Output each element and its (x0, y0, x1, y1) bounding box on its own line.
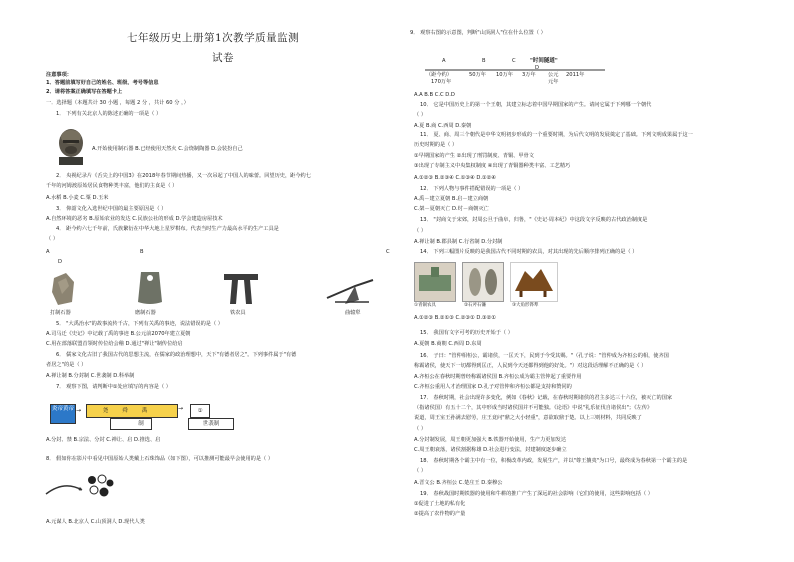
beijing-man-bust-image (56, 124, 86, 166)
timeline-letter-d: D (535, 65, 539, 71)
question-11: 11． 夏、商、周三个朝代是中华文明初步形成的一个重要时期，为后代文明的发展奠定了基础。下列文明成果属于这一 (420, 132, 693, 138)
question-17-cont-3: （ ） (414, 426, 427, 432)
question-1: 1． 下列有关北京人的陈述正确的一项是（ ） (56, 111, 162, 117)
timeline-point-2: 10万年 (496, 72, 513, 78)
question-16-options-cd: C.齐桓公重用人才治理国家 D.孔子对管仲和齐桓公都是支持和赞同的 (414, 384, 572, 390)
question-18: 18． 春秋时期各个霸主中有一位，积极改革内政，发展生产，并以"尊王攘夷"为口号，最终成为春秋第一个霸主的是 (420, 458, 688, 464)
question-10-cont: （ ） (414, 112, 427, 118)
q4-caption-c: 铁农具 (230, 310, 246, 316)
notice-header: 注意事项： (46, 72, 72, 78)
question-16: 16． 子曰："管仲相桓公，霸诸侯，一匡天下，民到于今受其赐。"（孔子说："管仲成为齐桓公的相，使齐国 (420, 353, 669, 359)
question-2-cont: 千年的河姆渡原始居民食物种类丰富，他们的主食是（ ） (46, 183, 178, 189)
timeline-letter-b: B (482, 58, 486, 64)
question-17: 17． 春秋时期，社会出现许多变化，例如《春秋》记载，在春秋时期诸侯的君主多达三十六位，被灭亡的国家 (420, 395, 673, 401)
question-10-options: A.夏 B.商 C.西周 D.秦朝 (414, 123, 472, 129)
q4-caption-b: 磨制石器 (135, 310, 156, 316)
timeline-point-5: 2011年 (566, 72, 585, 78)
question-17-cont-2: 说道，周王室王孙满去慰劳，庄王竟问"鼎之大小轻重"，意欲取鼎于楚。以上三则材料，共同反映了 (414, 415, 642, 421)
question-9-options: A.A B.B C.C D.D (414, 92, 455, 98)
flow-zhi-label: 制 (138, 421, 144, 427)
timeline-point-3: 3万年 (522, 72, 536, 78)
question-3-options: A.自然环境的恶劣 B.原始农业的发达 C.民族公社的形成 D.学会建造房屋技术 (46, 216, 223, 222)
timeline-letter-a: A (442, 58, 446, 64)
question-13: 13． "封商文于宋郊，封周公旦于曲阜，归鲁，"《史记·周本纪》中这段文字反映的古代政治制度是 (420, 217, 648, 223)
q4-caption-a: 打制石器 (50, 310, 71, 316)
flow-yu: 禹 (141, 408, 162, 414)
question-7-options: A.分封、禁 B.宗法、分封 C.禅让、启 D.推选、启 (46, 437, 161, 443)
question-6: 6． 儒家文化古旧了我国古代的思想主流，在儒家的政治理想中，天下"有德者居之"。下列事件属于"有德 (56, 352, 297, 358)
flow-shun: 舜 (122, 408, 142, 414)
chipped-stone-tool-image (50, 272, 76, 306)
bone-needle-image (44, 478, 84, 498)
q4-option-d: D (58, 259, 62, 265)
question-13-cont: （ ） (414, 228, 427, 234)
polished-stone-tool-image (135, 270, 165, 306)
question-17-options-cd: C.周王朝衰落，诸侯割据称雄 D.社会进行变法，封建制度逐步确立 (414, 447, 567, 453)
question-15-options: A.夏朝 B.商朝 C.西周 D.东周 (414, 341, 482, 347)
question-10: 10． 它是中国历史上的第一个王朝，其建立标志着中国早期国家的产生。请问它属于下列哪一个朝代 (420, 102, 652, 108)
question-4: 4． 距今约六七千年前，氏族繁衍在中华大地上星罗棋布。代表当时生产力最高水平的生产工具是 (56, 226, 279, 232)
bronze-tool-photo (414, 262, 456, 302)
q14-caption-1: ①青铜农具 (414, 303, 437, 308)
q4-option-a: A (46, 249, 50, 255)
question-11-item-2: ③出现了专制主义中央集权制度 ④出现了青铜器种类丰富、工艺精巧 (414, 163, 571, 169)
stone-tools-photo (462, 262, 504, 302)
timeline-sub-1: 元年 (548, 79, 559, 85)
notice-2: 2．请将答案正确填写在答题卡上 (46, 89, 123, 95)
iron-plow-photo (510, 262, 558, 302)
question-15: 15． 我国有文字可考的历史开始于（ ） (420, 330, 513, 336)
question-11-item-1: ①早期国家的产生 ②出现了刑罚制度、青铜、甲骨文 (414, 153, 534, 159)
notice-1: 1．答题前填写好自己的姓名、班级、考号等信息 (46, 80, 159, 86)
question-6-options: A.禅让制 B.分封制 C.世袭制 D.科举制 (46, 373, 135, 379)
question-6-cont: 者居之"的是（ ） (46, 362, 87, 368)
question-19-item-2: ②提高了农作物的产量 (414, 511, 466, 517)
flow-arrow-1: → (76, 407, 82, 414)
q4-option-c: C (386, 249, 390, 255)
question-3: 3． 仰韶文化入选世纪中国的最主要原因是（ ） (56, 206, 167, 212)
q14-caption-2: ②石斧石镰 (464, 303, 487, 308)
timeline-point-4: 公元 (548, 72, 559, 78)
question-12: 12． 下列人物与事件搭配错误的一项是（ ） (420, 186, 524, 192)
question-5-options-ab: A.司马迁《史记》中记载了禹的事迹 B.公元前2070年建立夏朝 (46, 331, 191, 337)
q4-option-b: B (140, 249, 144, 255)
question-5: 5． "大禹治水"的故事流传千古，下列有关禹的事迹，说法错误的是（ ） (56, 321, 223, 327)
question-17-cont-1: （指诸侯国）有五十二个，其中形成当时诸侯国并不可能独。《论语》中说"礼乐征伐自诸侯出"；《左传》 (414, 405, 653, 411)
q14-caption-3: ③大角形铧犁 (512, 303, 539, 308)
timeline-label: "时间隧道" (530, 58, 558, 64)
question-7: 7． 观察下图，请判断中①处应填写的内容是（ ） (56, 384, 171, 390)
timeline-letter-c: C (512, 58, 516, 64)
flow-arrow-2: → (178, 405, 184, 412)
curved-plow-image (325, 276, 377, 306)
question-11-options: A.①②③ B.②③④ C.①③④ D.①②④ (414, 175, 496, 181)
question-9: 9． 观察右图的示意图，判断"山顶洞人"位在什么位置（ ） (410, 30, 546, 36)
flow-box-zhi (110, 418, 152, 430)
flow-box-yan-huang: 炎帝黄帝 (50, 404, 76, 424)
timeline-sub-0: 170万年 (431, 79, 452, 85)
question-16-options-ab: A.齐桓公在春秋时期曾经称霸诸侯国 B.齐桓公成为霸主管仲起了重要作用 (414, 374, 582, 380)
question-18-cont: （ ） (414, 468, 427, 474)
section-heading: 一．选择题（本题共计 30 小题 ，每题 2 分 ，共计 60 分 ，） (46, 100, 189, 106)
flow-box-yao-shun-yu (86, 404, 178, 418)
flow-box-blank-1: ① (190, 404, 210, 418)
question-18-options: A.晋文公 B.齐桓公 C.楚庄王 D.秦穆公 (414, 480, 503, 486)
question-13-options: A.禅让制 B.郡县制 C.行省制 D.分封制 (414, 239, 503, 245)
flow-yao: 尧 (102, 408, 123, 414)
question-17-options-ab: A.分封制发展，周王朝更加强大 B.铁器开始使用，生产力更加发达 (414, 437, 567, 443)
question-2: 2． 央视纪录片《舌尖上的中国3》在2018年春节期间热播，又一次吊起了中国人的味蕾。回望历史，距今约七 (56, 173, 311, 179)
question-19: 19． 春秋战国时期铁器的使用和牛耕的推广产生了深远的社会影响（它们的使用，这些影响包括（ ） (420, 491, 653, 497)
iron-farm-tool-image (222, 270, 260, 306)
question-12-options-ab: A.禹－建立夏朝 B.启－建立商朝 (414, 196, 489, 202)
page-title: 七年级历史上册第1次教学质量监测 (127, 32, 300, 44)
question-14-options: A.①②③ B.②①③ C.②③① D.③②① (414, 315, 496, 321)
flow-box-hereditary: 世袭制 (188, 418, 234, 430)
question-8-options: A.元谋人 B.北京人 C.山顶洞人 D.现代人类 (46, 519, 145, 525)
q4-caption-d: 曲辕犁 (345, 310, 361, 316)
question-19-item-1: ①促进了土地的私有化 (414, 501, 466, 507)
question-14: 14． 下列三幅图片反映的是我国古代不同时期的农具，对其出现的先后顺序排列正确的是（ ） (420, 249, 638, 255)
question-16-cont: 称霸诸侯，使天下一切都得到匡正，人民到今天还都得到他的好处。"）对这段话理解不正确的是（ ） (414, 363, 647, 369)
question-4-cont: （ ） (46, 236, 59, 242)
question-11-cont: 历史时期的是（ ） (414, 142, 458, 148)
timeline-point-1: 50万年 (469, 72, 486, 78)
timeline-point-0: （距今约） (426, 72, 452, 78)
page-subtitle: 试卷 (212, 52, 234, 64)
question-5-options-cd: C.用在部落联盟首领时传位给会稽 D.通过"禅让"制传位给启 (46, 341, 183, 347)
question-8: 8． 假如你在影片中看见中国原始人类戴上石珠饰品（如下图），可以推测可能最早会使用的是（ ） (46, 456, 274, 462)
question-2-options: A.水稻 B.小麦 C.粟 D.玉米 (46, 195, 109, 201)
question-12-options-cd: C.桀－夏朝灭亡 D.纣－商朝灭亡 (414, 206, 489, 212)
question-1-options: A.开始使用制石器 B.已经使用天然火 C.会烧制陶器 D.会装扮自己 (92, 146, 243, 152)
stone-beads-image (86, 474, 114, 500)
